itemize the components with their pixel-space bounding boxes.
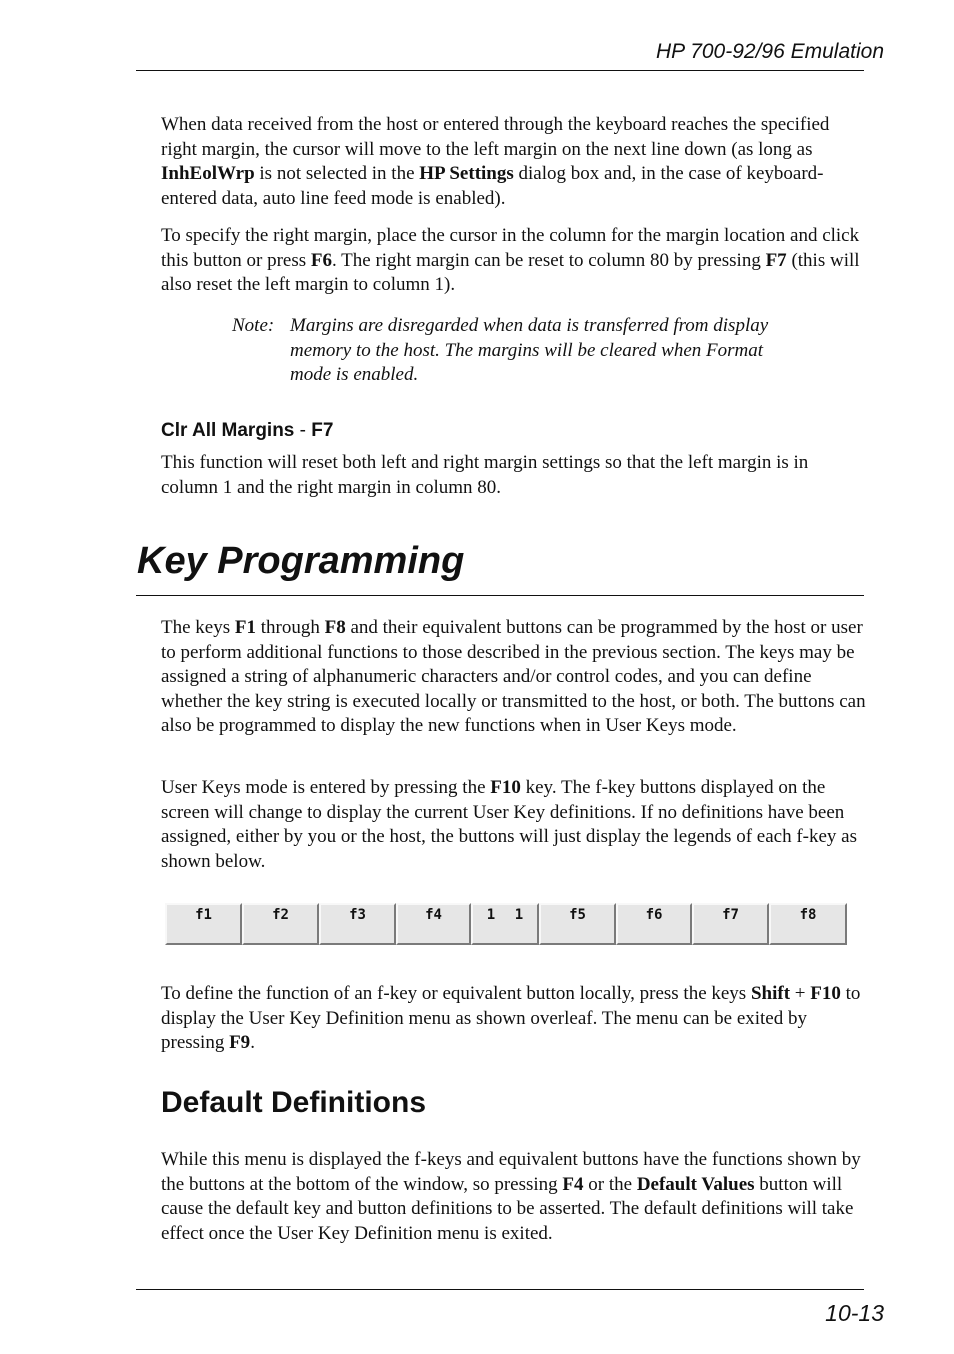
text-run: (this will also reset the left margin to column 1). (161, 249, 860, 295)
bold-term: F10 (810, 983, 841, 1004)
running-header: HP 700-92/96 Emulation (655, 40, 884, 63)
bold-term: Default Values (636, 1173, 755, 1195)
default-definitions-heading: Default Definitions (161, 1086, 427, 1119)
note-text: Margins are disregarded when data is transferred from display memory to the host. The margins will be cleared when Format mode is enabled. (290, 315, 769, 385)
bold-term: F1 (234, 617, 256, 638)
note-label: Note: (232, 315, 275, 336)
text-run: + (790, 983, 811, 1004)
default-definitions-paragraph (161, 1148, 866, 1246)
key-programming-title: Key Programming (137, 540, 465, 582)
header-rule (136, 70, 864, 71)
heading-name: Clr All Margins (161, 420, 295, 441)
fkey-button-f7[interactable]: f7 (692, 903, 769, 945)
key-programming-paragraph-1 (161, 616, 866, 739)
bold-term: F10 (490, 777, 521, 798)
page-number: 10-13 (825, 1300, 884, 1326)
text-run: . (250, 1032, 255, 1053)
text-run: or the (583, 1173, 637, 1195)
fkey-button-f4[interactable]: f4 (396, 903, 471, 945)
text-run: To specify the right margin, place the cursor in the column for the margin location and click this button or press (161, 225, 860, 271)
middle-key-left-label: 1 (486, 907, 496, 923)
fkey-button-bar (165, 903, 847, 945)
text-run: dialog box and, in the case of keyboard-entered data, auto line feed mode is enabled). (161, 163, 824, 209)
fkey-button-middle[interactable] (471, 903, 539, 945)
section-rule (136, 595, 864, 596)
key-programming-paragraph-2 (161, 776, 866, 874)
key-programming-paragraph-3 (161, 982, 866, 1056)
clr-all-margins-text: This function will reset both left and right margin settings so that the left margin is in column 1 and the right margin in column 80. (161, 452, 809, 498)
bold-term: F7 (765, 249, 787, 271)
heading-separator: - (294, 420, 312, 441)
fkey-button-f6[interactable]: f6 (616, 903, 692, 945)
bold-term: Shift (750, 983, 791, 1004)
clr-all-margins-heading (161, 420, 333, 442)
bold-term: HP Settings (419, 163, 514, 184)
text-run: . The right margin can be reset to column 80 by pressing (332, 249, 766, 271)
bold-term: F9 (229, 1032, 251, 1053)
text-run: button will cause the default key and button definitions to be asserted. The default definitions will take effect once the User Key Definition menu is exited. (161, 1173, 854, 1244)
text-run: When data received from the host or entered through the keyboard reaches the specified right margin, the cursor will move to the left margin on the next line down (as long as (161, 114, 830, 160)
fkey-button-f5[interactable]: f5 (539, 903, 616, 945)
text-run: While this menu is displayed the f-keys and equivalent buttons have the functions shown by the buttons at the bottom of the window, so pressing (161, 1149, 861, 1195)
fkey-button-f2[interactable]: f2 (242, 903, 319, 945)
text-run: is not selected in the (254, 163, 420, 184)
middle-key-right-label: 1 (514, 907, 524, 923)
text-run: and their equivalent buttons can be programmed by the host or user to perform additional functions to those described in the previous section. The keys may be assigned a string of alphanumeric characters and/or control codes, and you can define whether the key string is executed locally or transmitted to the host, or both. The buttons can also be programmed to display the new functions when in User Keys mode. (161, 617, 866, 736)
fkey-button-f3[interactable]: f3 (319, 903, 396, 945)
footer-rule (136, 1289, 864, 1290)
text-run: User Keys mode is entered by pressing the (161, 777, 491, 798)
bold-term: F6 (310, 249, 332, 271)
text-run: to display the User Key Definition menu as shown overleaf. The menu can be exited by pressing (161, 983, 861, 1053)
text-run: To define the function of an f-key or equivalent button locally, press the keys (161, 983, 751, 1004)
bold-term: F4 (562, 1173, 584, 1195)
text-run: through (255, 617, 325, 638)
fkey-button-f8[interactable]: f8 (769, 903, 847, 945)
margin-paragraph-1 (161, 113, 866, 211)
text-run: key. The f-key buttons displayed on the screen will change to display the current User Key definitions. If no definitions have been assigned, either by you or the host, the buttons will just display the legends of each f-key as shown below. (161, 777, 857, 872)
fkey-button-f1[interactable]: f1 (165, 903, 242, 945)
heading-key: F7 (311, 420, 334, 441)
bold-term: F8 (324, 617, 346, 638)
text-run: The keys (161, 617, 235, 638)
bold-term: InhEolWrp (161, 163, 255, 184)
margin-paragraph-2 (161, 224, 866, 298)
